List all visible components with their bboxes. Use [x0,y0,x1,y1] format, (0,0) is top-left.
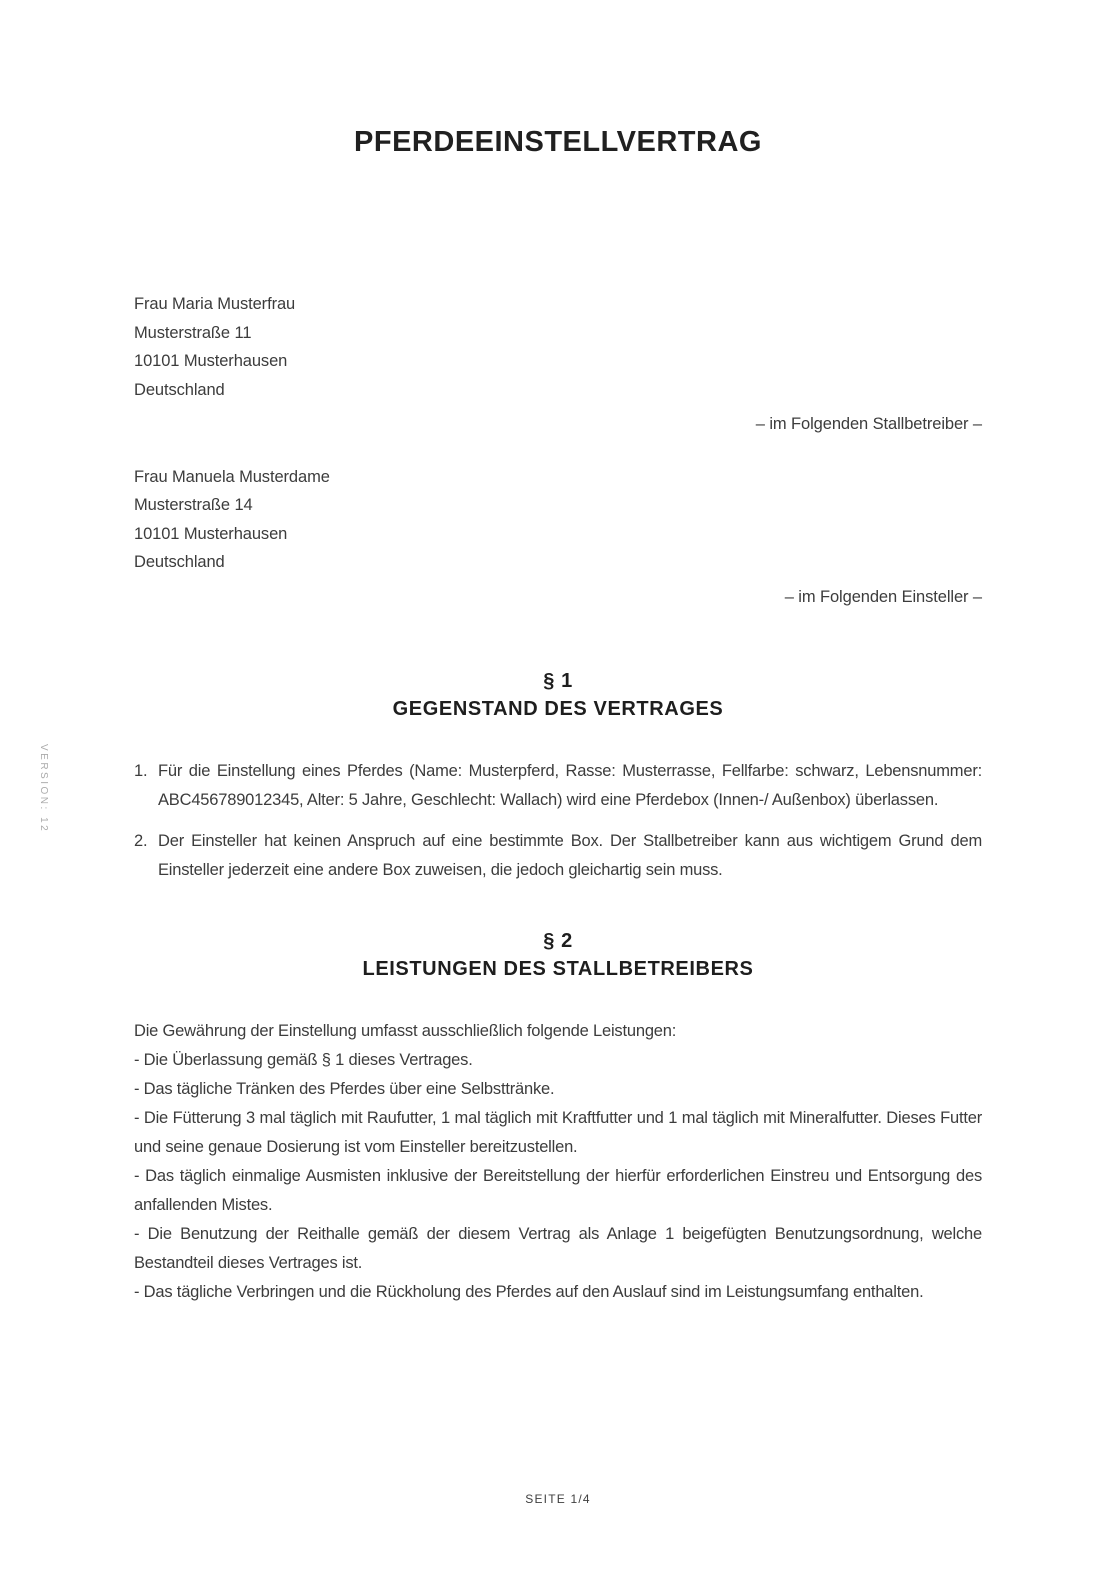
clause-number: 1. [134,762,148,780]
party-block-einsteller [134,463,982,612]
document-content [0,290,1116,1307]
section-number: § 1 [543,670,573,692]
address-line-name: Frau Maria Musterfrau [134,295,296,313]
address-line-city: 10101 Musterhausen [134,524,288,543]
section-2-heading [134,927,982,983]
clause-text: Für die Einstellung eines Pferdes (Name: Musterpferd, Rasse: Musterrasse, Fellfarbe: schwarz, Lebensnummer: ABC456789012345, Alter: 5 Jahre, Geschlecht: Wallach) wird eine Pferdebox (Innen-/ Außenbox) überlassen. [158,762,982,809]
clause-text: Der Einsteller hat keinen Anspruch auf eine bestimmte Box. Der Stallbetreiber kann aus wichtigem Grund dem Einsteller jederzeit eine andere Box zuweisen, die jedoch gleichartig sein muss. [158,832,982,879]
party-block-stallbetreiber [134,290,982,439]
service-item-paragraph: - Das täglich einmalige Ausmisten inklusive der Bereitstellung der hierfür erforderlichen Einstreu und Entsorgung des anfallenden Mistes. [134,1167,982,1214]
address-line-street: Musterstraße 14 [134,496,253,514]
address-line-country: Deutschland [134,380,225,399]
address-line-street: Musterstraße 11 [134,323,252,342]
document-title: PFERDEEINSTELLVERTRAG [354,126,762,158]
service-intro-paragraph: Die Gewährung der Einstellung umfasst ausschließlich folgende Leistungen: [134,1022,677,1040]
party-role-label: – im Folgenden Stallbetreiber – [755,415,982,433]
service-item-paragraph: - Die Überlassung gemäß § 1 dieses Vertrages. [134,1051,473,1069]
page-number-footer: SEITE 1/4 [525,1492,591,1506]
service-item-paragraph: - Die Fütterung 3 mal täglich mit Raufutter, 1 mal täglich mit Kraftfutter und 1 mal täglich mit Mineralfutter. Dieses Futter und seine genaue Dosierung ist vom Einsteller bereitzustellen. [134,1109,982,1156]
section-2-body [134,1017,982,1307]
address-line-city: 10101 Musterhausen [134,352,288,370]
section-title: LEISTUNGEN DES STALLBETREIBERS [362,958,754,980]
clause-number: 2. [134,832,148,850]
party-role-label: – im Folgenden Einsteller – [784,587,982,606]
service-item-paragraph: - Das tägliche Verbringen und die Rückholung des Pferdes auf den Auslauf sind im Leistungsumfang enthalten. [134,1283,924,1301]
contract-clause [134,827,982,885]
section-1-heading [134,667,982,723]
contract-clause [134,757,982,815]
service-item-paragraph: - Das tägliche Tränken des Pferdes über eine Selbsttränke. [134,1080,555,1098]
section-title: GEGENSTAND DES VERTRAGES [392,698,724,720]
service-item-paragraph: - Die Benutzung der Reithalle gemäß der diesem Vertrag als Anlage 1 beigefügten Benutzungsordnung, welche Bestandteil dieses Vertrages ist. [134,1225,982,1272]
section-number: § 2 [543,930,573,952]
version-label: VERSION: 12 [38,744,49,834]
address-line-name: Frau Manuela Musterdame [134,467,330,486]
section-1-items [134,757,982,885]
address-line-country: Deutschland [134,553,225,571]
